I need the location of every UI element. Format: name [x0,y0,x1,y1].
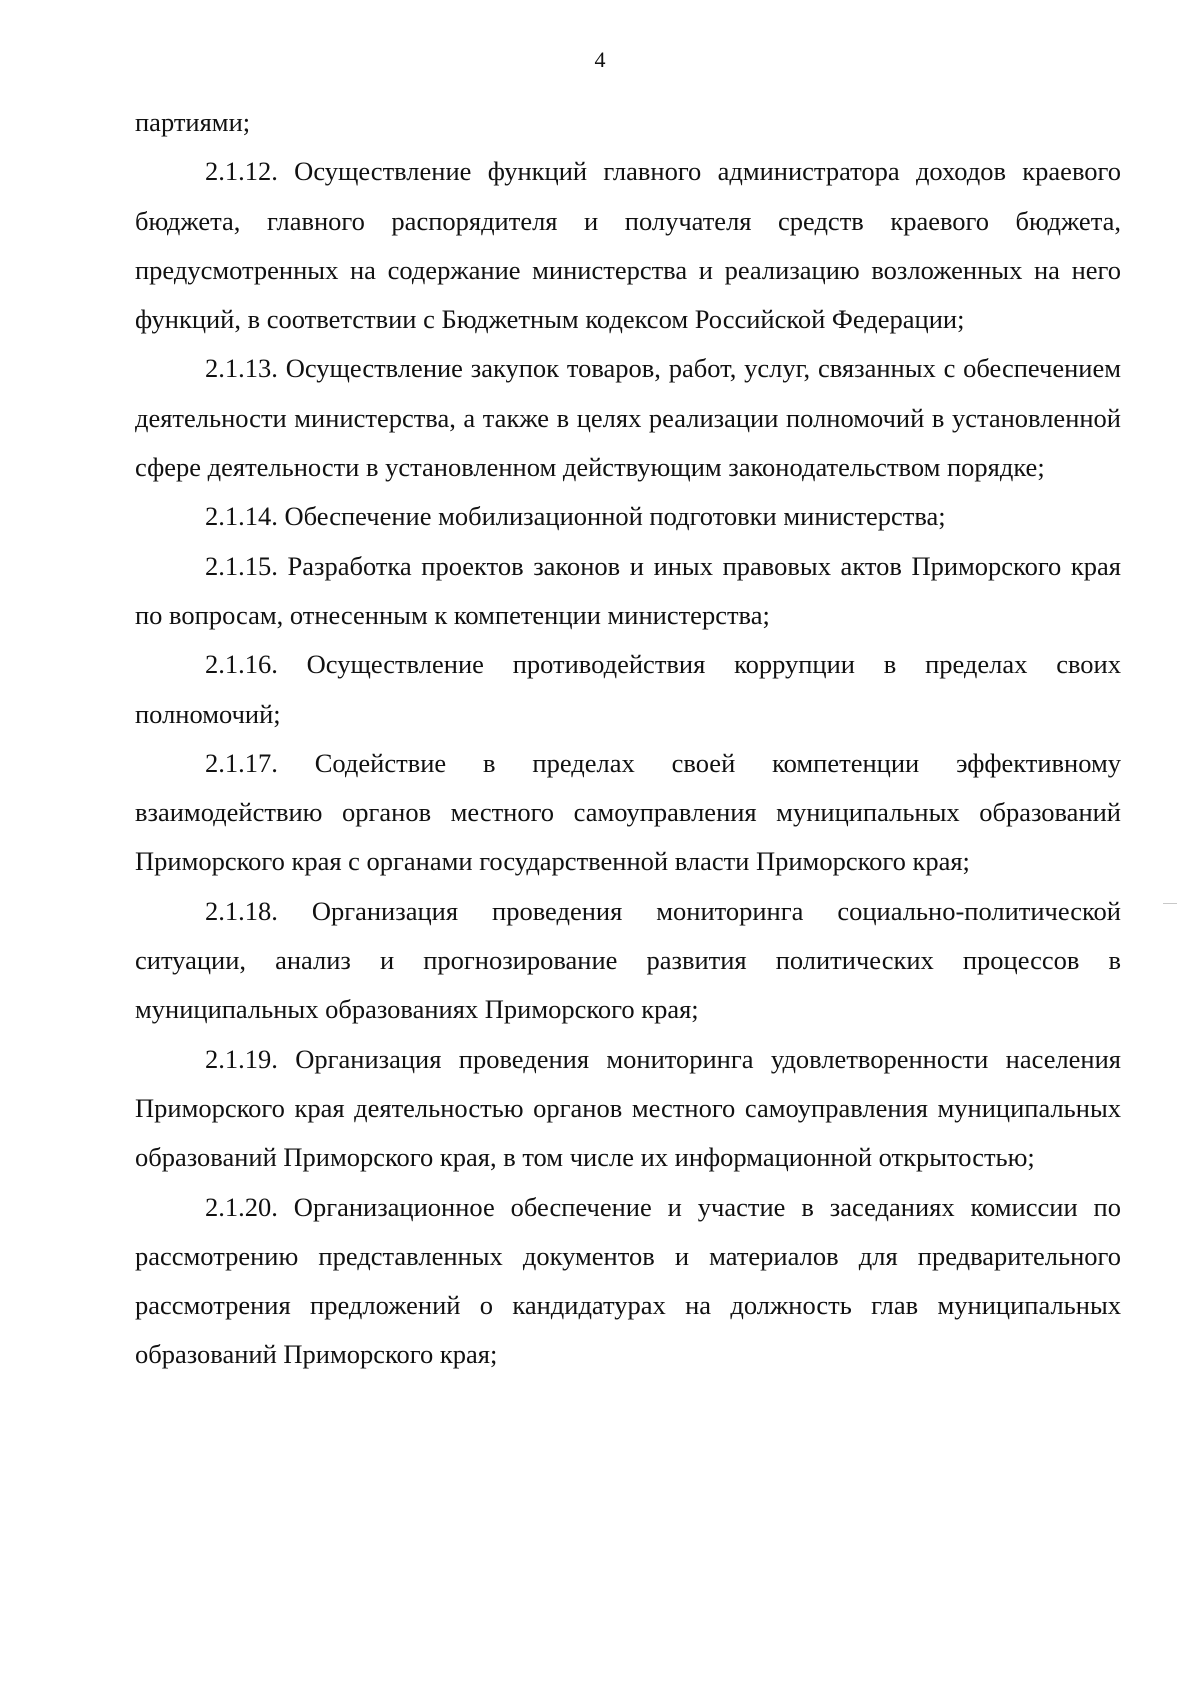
paragraph-2-1-16: 2.1.16. Осуществление противодействия коррупции в пределах своих полномочий; [135,649,1121,729]
paragraph-2-1-20: 2.1.20. Организационное обеспечение и участие в заседаниях комиссии по рассмотрению представленных документов и материалов для предварительного рассмотрения предложений о кандидатурах на должность глав муниципальных образований Приморского края; [135,1191,1121,1370]
paragraph-2-1-19: 2.1.19. Организация проведения мониторинга удовлетворенности населения Приморского края деятельностью органов местного самоуправления муниципальных образований Приморского края, в том числе их информационной открытостью; [135,1043,1121,1173]
paragraph-2-1-18: 2.1.18. Организация проведения мониторинга социально-политической ситуации, анализ и прогнозирование развития политических процессов в муниципальных образованиях Приморского края; [135,895,1121,1025]
scan-artifact-mark [1163,903,1177,904]
paragraph-2-1-17: 2.1.17. Содействие в пределах своей компетенции эффективному взаимодействию органов местного самоуправления муниципальных образований Приморского края с органами государственной власти Приморского края; [135,747,1121,877]
page-number: 4 [594,47,606,72]
paragraph-continuation: партиями; [135,107,251,137]
paragraph-2-1-12: 2.1.12. Осуществление функций главного администратора доходов краевого бюджета, главного распорядителя и получателя средств краевого бюджета, предусмотренных на содержание министерства и реализацию возложенных на него функций, в соответствии с Бюджетным кодексом Российской Федерации; [135,156,1121,335]
paragraph-2-1-15: 2.1.15. Разработка проектов законов и иных правовых актов Приморского края по вопросам, отнесенным к компетенции министерства; [135,550,1121,630]
paragraph-2-1-13: 2.1.13. Осуществление закупок товаров, работ, услуг, связанных с обеспечением деятельности министерства, а также в целях реализации полномочий в установленной сфере деятельности в установленном действующим законодательством порядке; [135,353,1121,483]
paragraph-2-1-14: 2.1.14. Обеспечение мобилизационной подготовки министерства; [205,501,946,532]
document-body [135,98,1121,1380]
